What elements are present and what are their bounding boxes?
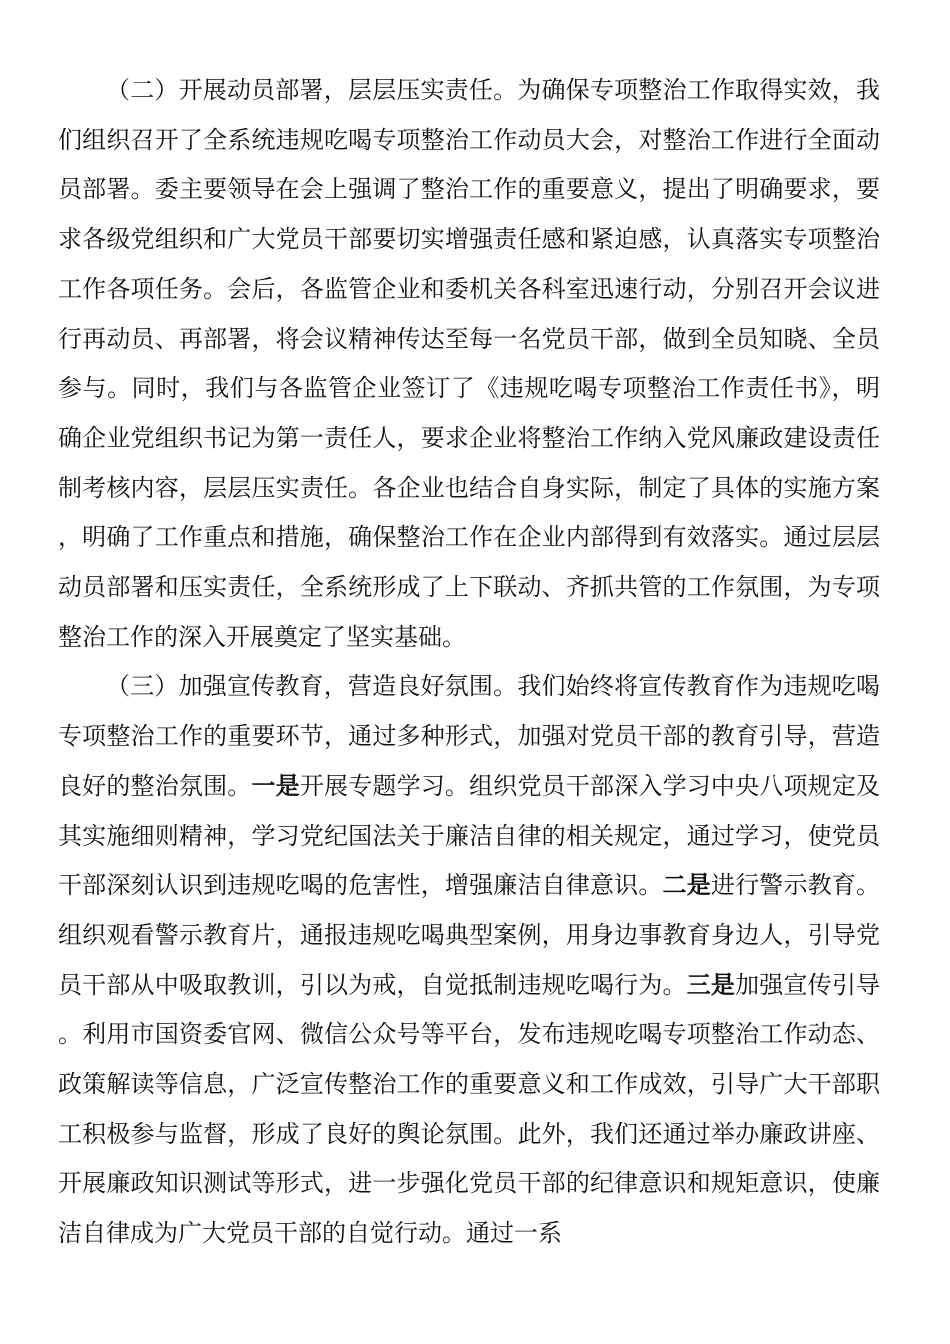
paragraph-text: 进行警示教育。组织观看警示教育片，通报违规吃喝典型案例，用身边事教育身边人，引导党员干部从中吸取教训，引以为戒，自觉抵制违规吃喝行为。 <box>58 871 881 999</box>
bold-lead-first: 一是 <box>251 771 300 800</box>
paragraph-text: （三）加强宣传教育，营造良好氛围。我们始终将宣传教育作为违规吃喝专项整治工作的重要环节，通过多种形式，加强对党员干部的教育引导，营造良好的整治氛围。 <box>58 672 880 800</box>
bold-lead-second: 二是 <box>662 871 711 900</box>
document-page <box>58 66 880 1259</box>
paragraph-text: 加强宣传引导。利用市国资委官网、微信公众号等平台，发布违规吃喝专项整治工作动态、政策解读等信息，广泛宣传整治工作的重要意义和工作成效，引导广大干部职工积极参与监督，形成了良好的舆论氛围。此外，我们还通过举办廉政讲座、开展廉政知识测试等形式，进一步强化党员干部的纪律意识和规矩意识，使廉洁自律成为广大党员干部的自觉行动。通过一系 <box>58 970 881 1248</box>
paragraph-text: 开展专题学习。组织党员干部深入学习中央八项规定及其实施细则精神，学习党纪国法关于廉洁自律的相关规定，通过学习，使党员干部深刻认识到违规吃喝的危害性，增强廉洁自律意识。 <box>58 771 881 900</box>
paragraph-3-publicity-education <box>58 662 880 1258</box>
paragraph-text: （二）开展动员部署，层层压实责任。为确保专项整治工作取得实效，我们组织召开了全系统违规吃喝专项整治工作动员大会，对整治工作进行全面动员部署。委主要领导在会上强调了整治工作的重要意义，提出了明确要求，要求各级党组织和广大党员干部要切实增强责任感和紧迫感，认真落实专项整治工作各项任务。会后，各监管企业和委机关各科室迅速行动，分别召开会议进行再动员、再部署，将会议精神传达至每一名党员干部，做到全员知晓、全员参与。同时，我们与各监管企业签订了《违规吃喝专项整治工作责任书》，明确企业党组织书记为第一责任人，要求企业将整治工作纳入党风廉政建设责任制考核内容，层层压实责任。各企业也结合自身实际，制定了具体的实施方案，明确了工作重点和措施，确保整治工作在企业内部得到有效落实。通过层层动员部署和压实责任，全系统形成了上下联动、齐抓共管的工作氛围，为专项整治工作的深入开展奠定了坚实基础。 <box>58 76 880 651</box>
paragraph-2-mobilization <box>58 66 880 662</box>
bold-lead-third: 三是 <box>686 970 736 999</box>
